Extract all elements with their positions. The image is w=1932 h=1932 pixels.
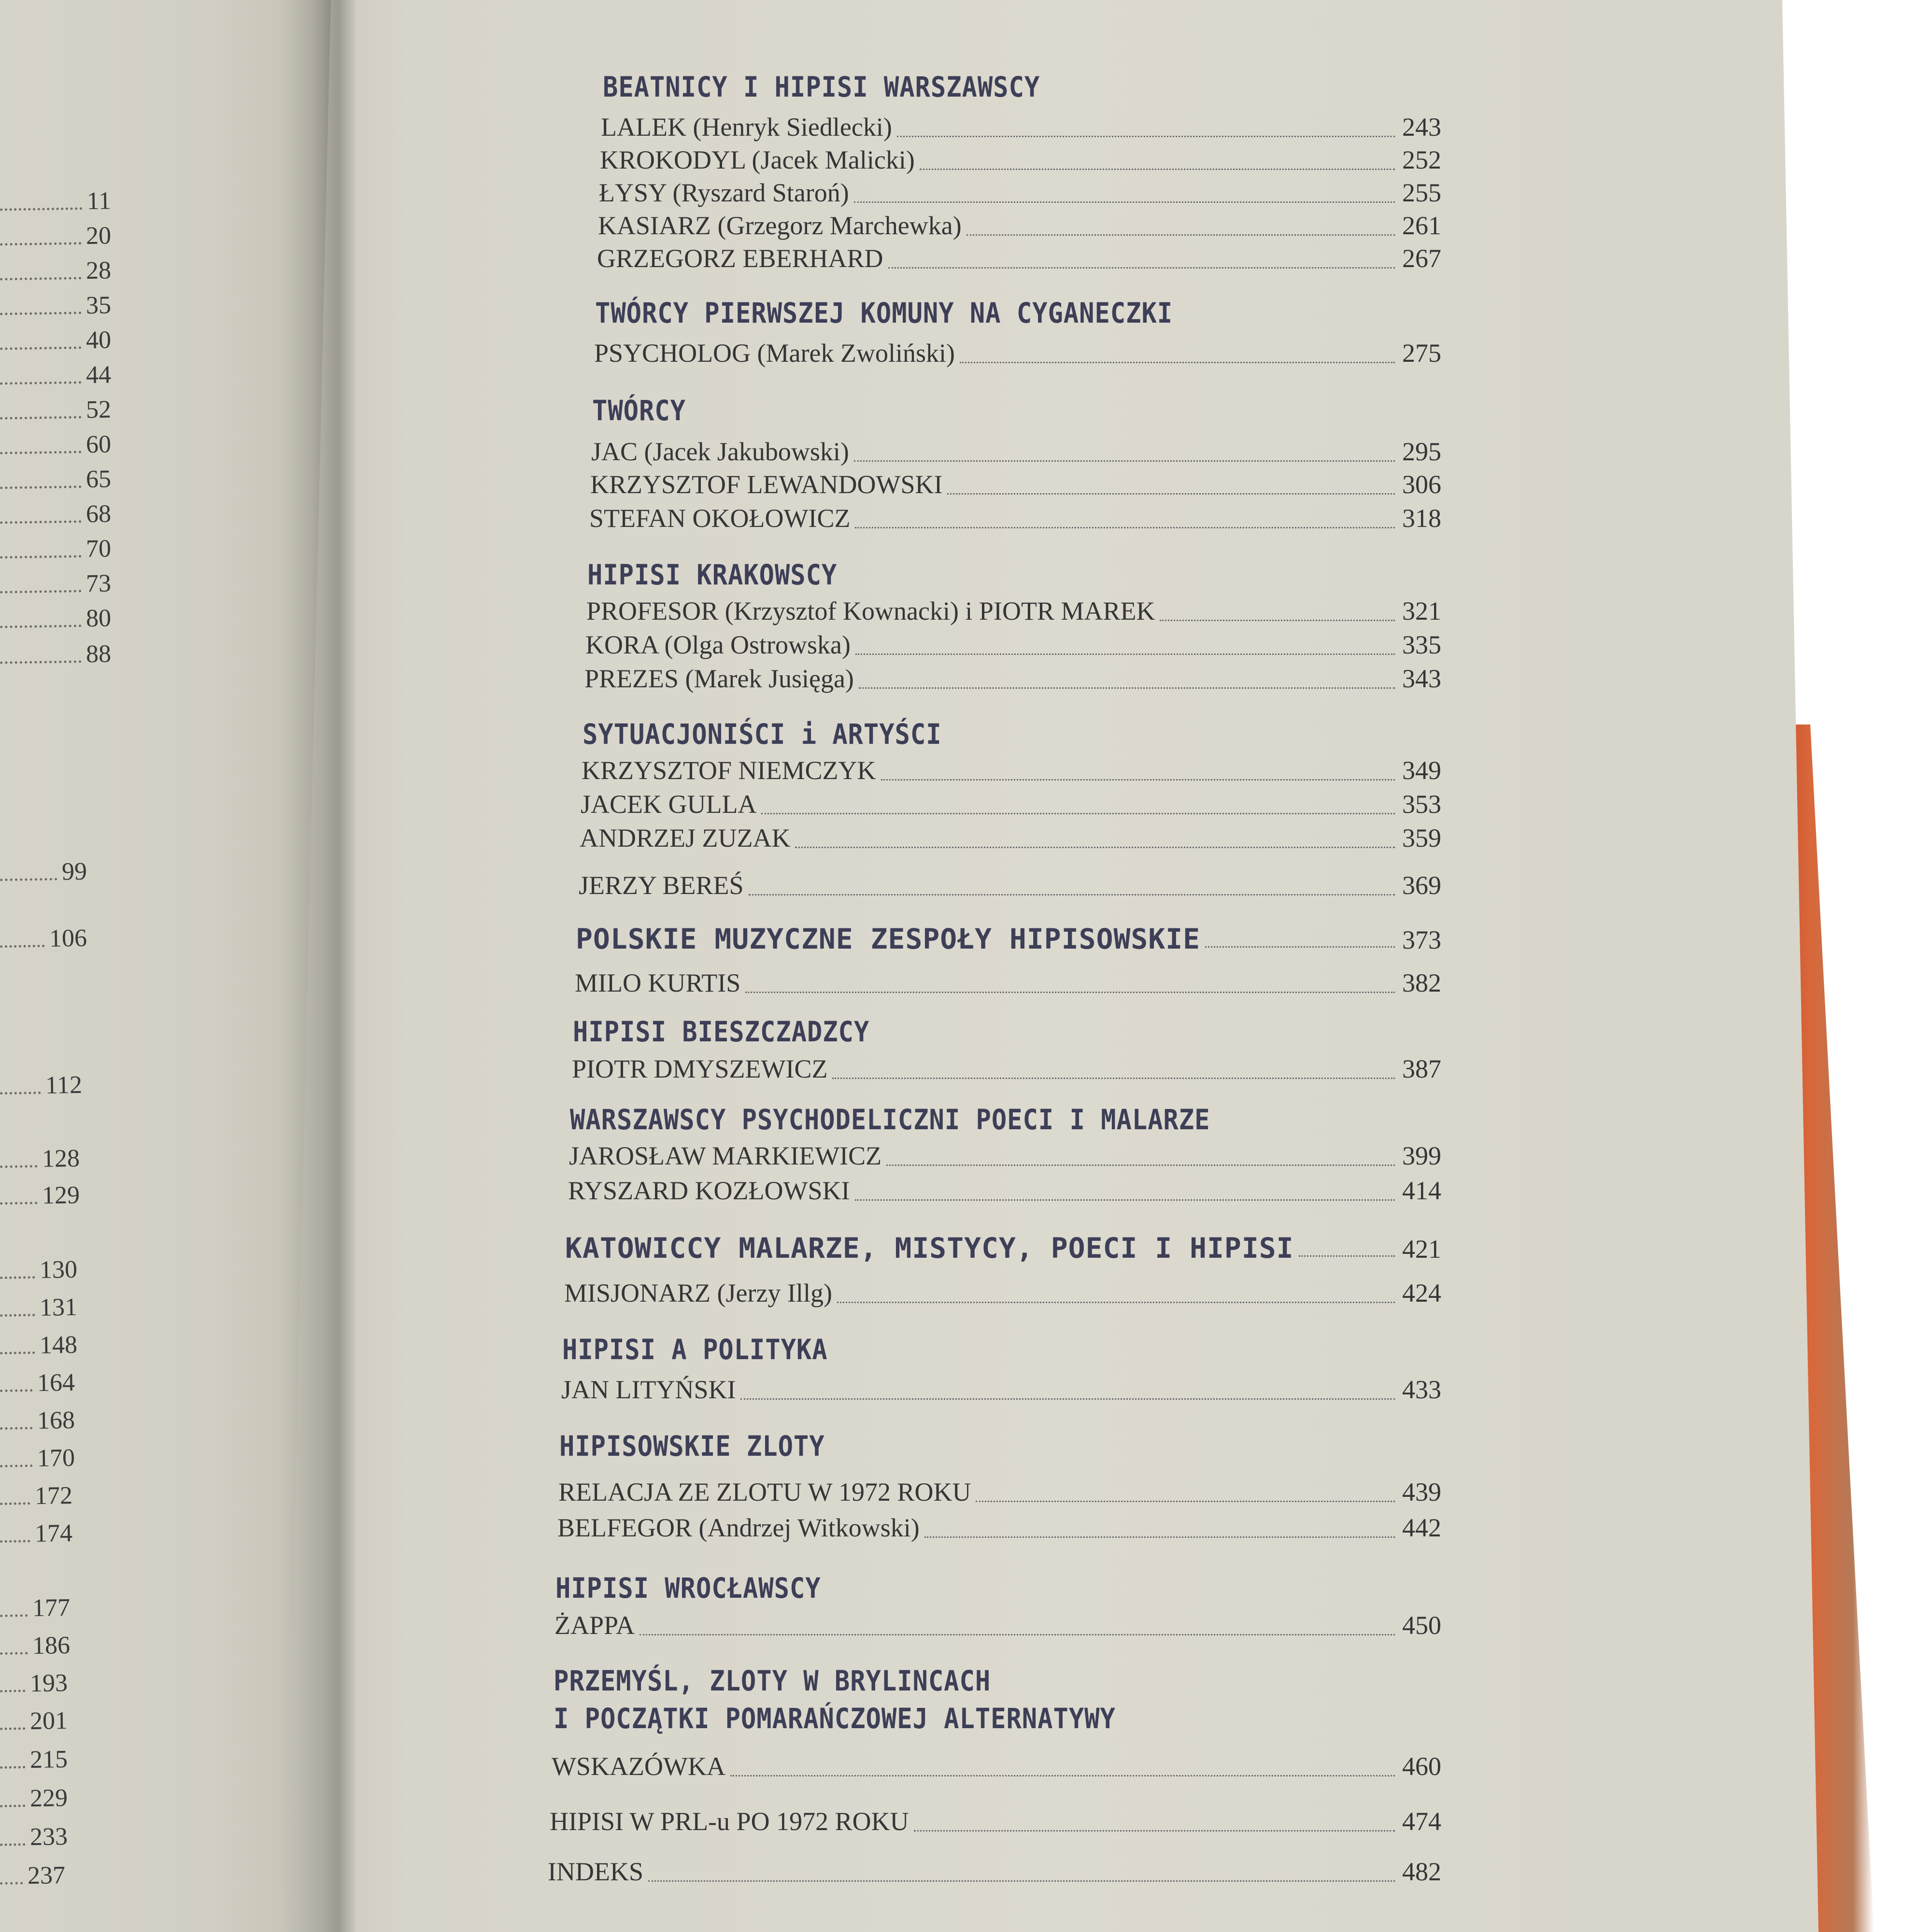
left-index-row: 131 [0,1293,77,1323]
entry-page: 414 [1402,1176,1441,1205]
toc-entry[interactable] [564,1278,1441,1309]
left-index-row: 73 [0,569,111,599]
entry-page: 382 [1402,968,1441,997]
toc-entry[interactable] [575,968,1441,999]
left-index-row: 44 [0,360,111,391]
dot-leader [1160,620,1395,621]
entry-page: 306 [1402,470,1441,499]
entry-label: RELACJA ZE ZLOTU W 1972 ROKU [558,1477,971,1506]
left-index-row: 148 [0,1331,77,1361]
left-index-row: 177 [0,1593,70,1623]
toc-entry[interactable] [590,469,1441,500]
toc-entry[interactable] [601,112,1441,143]
entry-page: 295 [1402,437,1441,466]
toc-section-entry[interactable] [565,1232,1441,1263]
entry-page: 369 [1402,871,1441,900]
left-index-row: 106 [0,924,87,954]
dot-leader [960,362,1395,363]
left-index-row: 128 [0,1144,80,1174]
section-title: POLSKIE MUZYCZNE ZESPOŁY HIPISOWSKIE [576,923,1201,955]
entry-page: 353 [1402,790,1441,819]
entry-label: MILO KURTIS [575,968,741,997]
section-title: SYTUACJONIŚCI i ARTYŚCI [582,718,942,751]
left-index-row: 215 [0,1745,68,1775]
entry-page: 243 [1402,113,1441,142]
entry-page: 359 [1402,824,1441,852]
entry-label: LALEK (Henryk Siedlecki) [601,113,892,142]
left-index-row: 11 [0,186,111,217]
toc-entry[interactable] [589,503,1441,534]
dot-leader [854,460,1395,462]
left-index-row: 164 [0,1368,75,1398]
toc-entry[interactable] [582,755,1441,786]
dot-leader [745,992,1395,993]
entry-page: 335 [1402,630,1441,659]
toc-entry[interactable] [598,211,1441,242]
entry-label: INDEKS [548,1857,643,1886]
section-title: TWÓRCY PIERWSZEJ KOMUNY NA CYGANECZKI [595,297,1173,329]
entry-label: HIPISI W PRL-u PO 1972 ROKU [550,1807,909,1836]
dot-leader [855,653,1395,655]
toc-entry[interactable] [554,1610,1441,1641]
entry-page: 343 [1402,664,1441,693]
left-index-row: 170 [0,1444,75,1474]
toc-entry[interactable] [585,630,1441,661]
toc-entry[interactable] [561,1375,1441,1406]
entry-label: JACEK GULLA [581,790,757,819]
toc-entry[interactable] [591,437,1441,468]
entry-label: BELFEGOR (Andrzej Witkowski) [557,1513,920,1542]
entry-label: STEFAN OKOŁOWICZ [589,504,851,533]
entry-page: 399 [1402,1141,1441,1170]
entry-page: 424 [1402,1279,1441,1307]
dot-leader [854,201,1395,203]
entry-label: PREZES (Marek Jusięga) [584,664,854,693]
toc-entry[interactable] [594,338,1441,369]
section-title-line-2: I POCZĄTKI POMARAŃCZOWEJ ALTERNATYWY [554,1702,1116,1735]
left-index-row: 99 [0,857,87,888]
left-index-row: 80 [0,604,111,634]
entry-label: KRZYSZTOF LEWANDOWSKI [590,470,943,499]
dot-leader [749,894,1395,895]
toc-entry[interactable] [552,1751,1441,1782]
left-index-row: 112 [0,1071,82,1101]
entry-page: 321 [1402,597,1441,625]
toc-entry[interactable] [569,1141,1441,1172]
entry-label: WSKAZÓWKA [552,1752,725,1781]
entry-label: JAROSŁAW MARKIEWICZ [569,1141,882,1170]
dot-leader [855,1199,1395,1201]
toc-entry[interactable] [548,1857,1441,1888]
toc-entry[interactable] [586,596,1441,627]
entry-page: 252 [1402,145,1441,174]
left-index-row: 130 [0,1255,77,1285]
entry-page: 261 [1402,211,1441,240]
section-title: HIPISI A POLITYKA [562,1333,828,1366]
dot-leader [761,813,1395,814]
dot-leader [914,1830,1395,1832]
section-title: HIPISI WROCŁAWSCY [555,1572,821,1605]
left-index-row: 233 [0,1822,68,1852]
left-index-row: 201 [0,1706,68,1736]
left-index-row: 174 [0,1519,72,1549]
entry-page: 275 [1402,339,1441,368]
toc-entry[interactable] [572,1054,1441,1085]
dot-leader [837,1302,1395,1303]
dot-leader [730,1775,1395,1776]
entry-label: KASIARZ (Grzegorz Marchewka) [598,211,962,240]
entry-label: KROKODYL (Jacek Malicki) [600,145,915,174]
entry-label: ŁYSY (Ryszard Staroń) [599,178,849,207]
left-index-row: 168 [0,1406,75,1436]
left-index-row: 65 [0,465,111,495]
left-index-row: 40 [0,326,111,356]
entry-label: KORA (Olga Ostrowska) [585,630,851,659]
section-title: TWÓRCY [592,394,686,427]
left-index-row: 129 [0,1181,80,1211]
dot-leader [795,847,1395,848]
entry-page: 387 [1402,1054,1441,1083]
left-index-row: 28 [0,256,111,286]
entry-page: 439 [1402,1477,1441,1506]
toc-entry[interactable] [550,1806,1441,1837]
entry-page: 267 [1402,244,1441,273]
section-title: KATOWICCY MALARZE, MISTYCY, POECI I HIPISI [565,1232,1294,1264]
dot-leader [855,527,1395,528]
entry-page: 442 [1402,1513,1441,1542]
dot-leader [648,1880,1395,1882]
entry-label: PROFESOR (Krzysztof Kownacki) i PIOTR MAREK [586,597,1155,625]
section-title: WARSZAWSCY PSYCHODELICZNI POECI I MALARZE [570,1103,1210,1136]
entry-label: KRZYSZTOF NIEMCZYK [582,756,876,785]
entry-page: 433 [1402,1375,1441,1404]
left-index-row: 237 [0,1861,65,1891]
entry-page: 482 [1402,1857,1441,1886]
dot-leader [920,169,1395,170]
section-title: HIPISI BIESZCZADZCY [573,1015,870,1048]
left-index-row: 35 [0,291,111,321]
toc-section-entry[interactable] [576,923,1441,953]
entry-page: 450 [1402,1611,1441,1640]
toc-entry[interactable] [584,664,1441,695]
section-title: HIPISI KRAKOWSCY [587,558,838,591]
entry-label: ŻAPPA [554,1611,635,1640]
dot-leader [740,1398,1395,1400]
entry-label: ANDRZEJ ZUZAK [580,824,791,852]
toc-entry[interactable] [581,789,1441,820]
toc-entry[interactable] [558,1477,1441,1508]
left-index-row: 88 [0,639,111,670]
toc-entry[interactable] [557,1513,1441,1544]
dot-leader [639,1634,1395,1635]
entry-page: 255 [1402,178,1441,207]
entry-page: 421 [1402,1235,1441,1264]
dot-leader [1205,946,1395,948]
entry-label: RYSZARD KOZŁOWSKI [568,1176,850,1205]
entry-page: 349 [1402,756,1441,785]
dot-leader [888,267,1395,269]
entry-label: PSYCHOLOG (Marek Zwoliński) [594,339,955,368]
left-index-row: 70 [0,534,111,565]
left-index-row: 186 [0,1631,70,1661]
entry-label: GRZEGORZ EBERHARD [597,244,883,273]
dot-leader [859,687,1395,689]
entry-label: JAN LITYŃSKI [561,1375,736,1404]
left-index-row: 68 [0,499,111,530]
entry-label: JERZY BEREŚ [579,871,744,900]
dot-leader [1299,1255,1395,1257]
section-title: PRZEMYŚL, ZLOTY W BRYLINCACH [554,1664,991,1697]
dot-leader [976,1501,1395,1502]
left-index-row: 172 [0,1481,72,1511]
left-index-row: 20 [0,221,111,252]
toc-entry[interactable] [600,145,1441,176]
entry-label: PIOTR DMYSZEWICZ [572,1054,828,1083]
entry-label: MISJONARZ (Jerzy Illg) [564,1279,832,1307]
dot-leader [966,234,1395,236]
entry-page: 474 [1402,1807,1441,1836]
entry-page: 460 [1402,1752,1441,1781]
dot-leader [886,1165,1395,1166]
left-index-row: 193 [0,1669,68,1699]
toc-entry[interactable] [580,823,1441,854]
dot-leader [947,493,1395,495]
dot-leader [924,1536,1395,1538]
entry-page: 373 [1402,925,1441,954]
toc-entry[interactable] [599,178,1441,209]
dot-leader [897,136,1395,137]
toc-entry[interactable] [579,870,1441,901]
dot-leader [832,1078,1395,1079]
dot-leader [881,779,1395,781]
entry-label: JAC (Jacek Jakubowski) [591,437,849,466]
left-index-row: 52 [0,395,111,426]
left-index-row: 229 [0,1784,68,1814]
left-index-row: 60 [0,430,111,460]
toc-entry[interactable] [568,1176,1441,1207]
toc-entry[interactable] [597,243,1441,274]
entry-page: 318 [1402,504,1441,533]
section-title: HIPISOWSKIE ZLOTY [559,1430,825,1463]
section-title: BEATNICY I HIPISI WARSZAWSCY [603,71,1040,103]
